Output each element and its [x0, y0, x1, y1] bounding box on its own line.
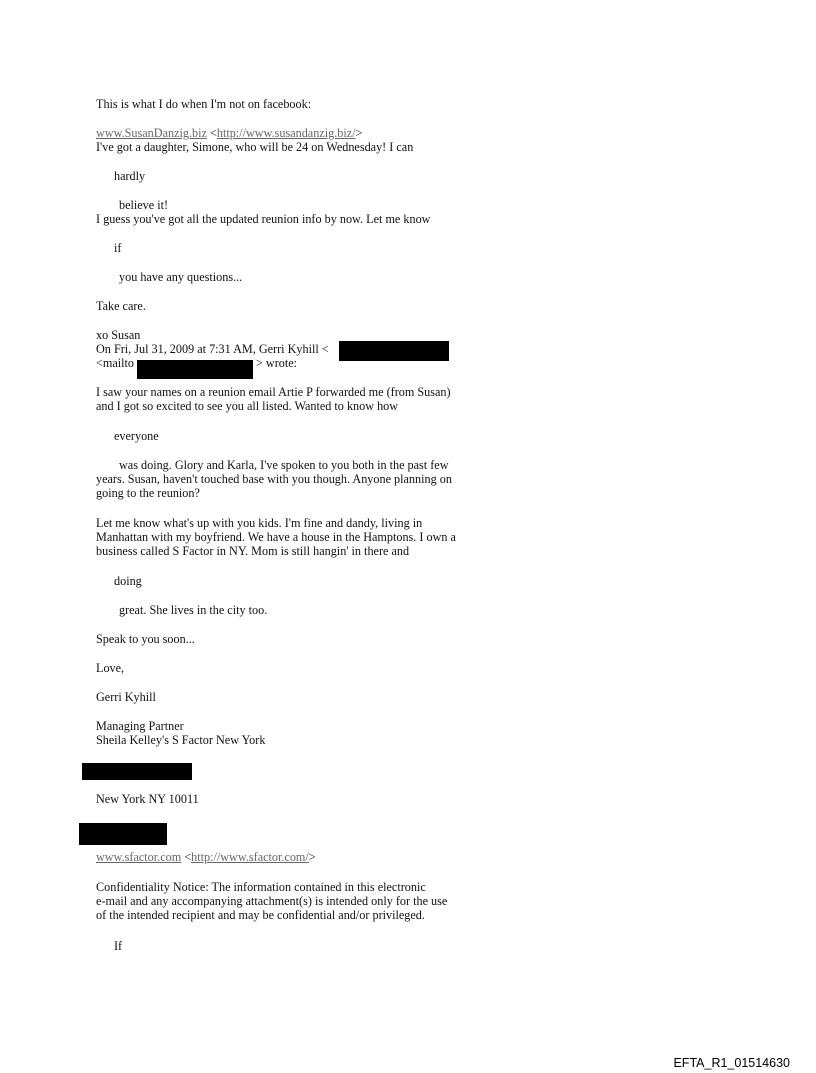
url-bracket-close: > [355, 126, 363, 140]
quoted-line: going to the reunion? [96, 486, 200, 500]
quote-header-mailto: <mailto [96, 356, 135, 370]
signoff-line: xo Susan [96, 328, 141, 342]
body-line: believe it! [119, 198, 169, 212]
signature-title: Managing Partner [96, 719, 184, 733]
url-bracket-open: < [184, 850, 192, 864]
sfactor-website-line [96, 850, 316, 864]
susandanzig-url-link[interactable]: http://www.susandanzig.biz/ [216, 126, 356, 140]
confidentiality-line: Confidentiality Notice: The information contained in this electronic [96, 880, 426, 894]
quoted-line: everyone [114, 429, 159, 443]
body-line: I guess you've got all the updated reunion info by now. Let me know [96, 212, 431, 226]
url-bracket-open: < [209, 126, 217, 140]
confidentiality-line: of the intended recipient and may be confidential and/or privileged. [96, 908, 425, 922]
body-line: hardly [114, 169, 146, 183]
quoted-line: I saw your names on a reunion email Artie P forwarded me (from Susan) [96, 385, 451, 399]
susandanzig-link[interactable]: www.SusanDanzig.biz [96, 126, 207, 140]
signature-company: Sheila Kelley's S Factor New York [96, 733, 266, 747]
url-bracket-close: > [308, 850, 316, 864]
quoted-line: doing [114, 574, 142, 588]
quoted-line: was doing. Glory and Karla, I've spoken to you both in the past few [119, 458, 449, 472]
confidentiality-line: e-mail and any accompanying attachment(s) is intended only for the use [96, 894, 448, 908]
redaction-block [137, 360, 253, 379]
body-line: I've got a daughter, Simone, who will be 24 on Wednesday! I can [96, 140, 414, 154]
sfactor-link[interactable]: www.sfactor.com [96, 850, 182, 864]
quote-header-wrote: > wrote: [256, 356, 298, 370]
sfactor-url-link[interactable]: http://www.sfactor.com/ [191, 850, 309, 864]
signature-city: New York NY 10011 [96, 792, 199, 806]
quoted-line: great. She lives in the city too. [119, 603, 268, 617]
redaction-block [79, 823, 167, 845]
quoted-line: Let me know what's up with you kids. I'm fine and dandy, living in [96, 516, 423, 530]
body-line: you have any questions... [119, 270, 243, 284]
body-line: if [114, 241, 122, 255]
website-line [96, 126, 362, 140]
redaction-block [82, 763, 192, 780]
quote-header-line: On Fri, Jul 31, 2009 at 7:31 AM, Gerri Kyhill < [96, 342, 329, 356]
confidentiality-line: If [114, 939, 123, 953]
intro-line: This is what I do when I'm not on facebook: [96, 97, 312, 111]
speak-soon-line: Speak to you soon... [96, 632, 195, 646]
love-line: Love, [96, 661, 125, 675]
quoted-line: Manhattan with my boyfriend. We have a house in the Hamptons. I own a [96, 530, 456, 544]
signature-name: Gerri Kyhill [96, 690, 156, 704]
document-id: EFTA_R1_01514630 [673, 1056, 790, 1070]
quoted-line: business called S Factor in NY. Mom is still hangin' in there and [96, 544, 410, 558]
quoted-line: and I got so excited to see you all listed. Wanted to know how [96, 399, 399, 413]
quoted-line: years. Susan, haven't touched base with you though. Anyone planning on [96, 472, 452, 486]
redaction-block [339, 341, 449, 361]
take-care-line: Take care. [96, 299, 146, 313]
